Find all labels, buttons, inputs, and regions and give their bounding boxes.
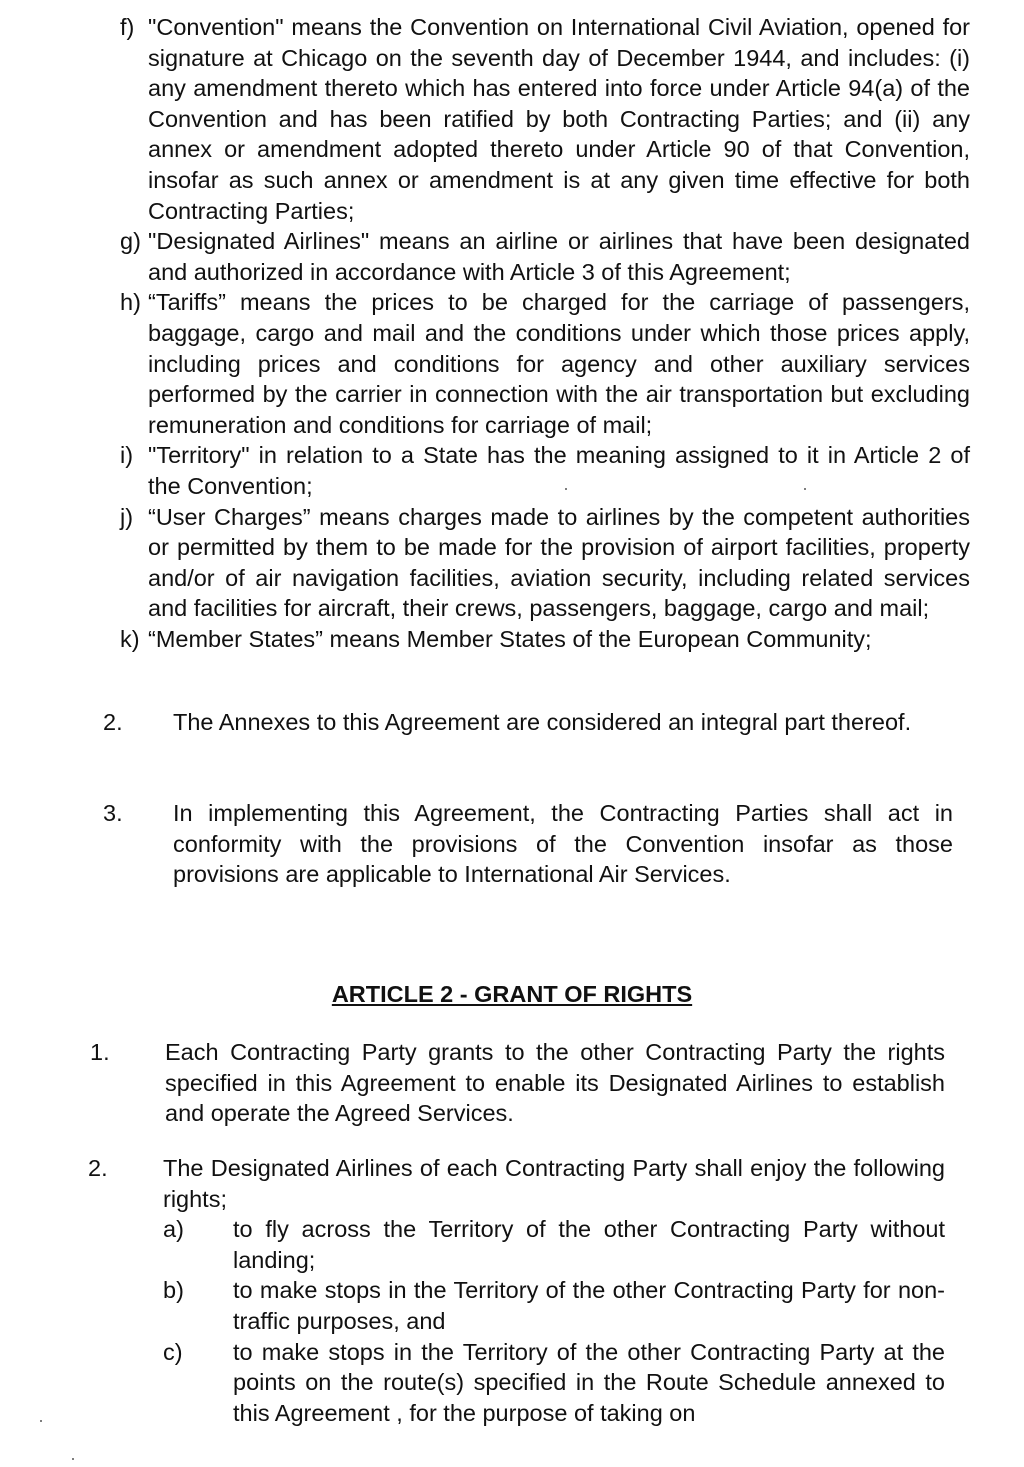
definition-label: g) <box>120 228 141 255</box>
definition-i <box>120 440 970 501</box>
definition-g <box>120 226 970 287</box>
article2-paragraph-1 <box>90 1037 945 1129</box>
right-item-c <box>163 1337 945 1429</box>
paragraph-number: 2. <box>88 1155 108 1181</box>
article2-heading: ARTICLE 2 - GRANT OF RIGHTS <box>331 981 693 1007</box>
rights-list <box>163 1214 945 1428</box>
scan-speck <box>565 488 567 490</box>
paragraph-text: The Annexes to this Agreement are considered an integral part thereof. <box>173 709 912 735</box>
right-label: b) <box>163 1277 184 1304</box>
definition-label: k) <box>120 625 140 652</box>
paragraph-number: 1. <box>90 1039 110 1065</box>
definitions-list <box>120 12 970 654</box>
paragraph-text: In implementing this Agreement, the Contracting Parties shall act in conformity with the provisions of the Convention insofar as those provisions are applicable to International Air Services. <box>173 800 953 888</box>
paragraph-body <box>163 1153 945 1428</box>
definition-label: i) <box>120 442 134 469</box>
paragraph-text: The Designated Airlines of each Contracting Party shall enjoy the following rights; <box>163 1155 945 1212</box>
definition-text: “Tariffs” means the prices to be charged for the carriage of passengers, baggage, cargo and mail and the conditions under which those prices apply, including prices and conditions for agency and other auxiliary services performed by the carrier in connection with the air transportation but excluding remuneration and conditions for carriage of mail; <box>148 289 970 438</box>
definition-text: "Territory" in relation to a State has the meaning assigned to it in Article 2 of the Convention; <box>148 442 970 499</box>
right-label: a) <box>163 1216 184 1243</box>
paragraph-text: Each Contracting Party grants to the other Contracting Party the rights specified in this Agreement to enable its Designated Airlines to establish and operate the Agreed Services. <box>165 1039 945 1127</box>
definition-text: "Designated Airlines" means an airline or airlines that have been designated and authorized in accordance with Article 3 of this Agreement; <box>148 228 970 285</box>
paragraph-number: 3. <box>103 800 123 826</box>
definition-text: “User Charges” means charges made to airlines by the competent authorities or permitted by them to be made for the provision of airport facilities, property and/or of air navigation facilities, aviation security, including related services and facilities for aircraft, their crews, passengers, baggage, cargo and mail; <box>148 503 970 622</box>
definition-k <box>120 624 970 655</box>
right-item-b <box>163 1275 945 1336</box>
right-text: to fly across the Territory of the other Contracting Party without landing; <box>233 1216 945 1273</box>
definition-j <box>120 502 970 624</box>
definition-label: f) <box>120 14 135 40</box>
scan-speck <box>40 1420 42 1422</box>
article2-paragraph-2 <box>88 1153 945 1428</box>
scan-speck <box>72 1458 74 1460</box>
article1-paragraph-3 <box>103 798 953 890</box>
definition-h <box>120 287 970 440</box>
definition-label: j) <box>120 503 134 530</box>
right-item-a <box>163 1214 945 1275</box>
scan-speck <box>804 488 806 490</box>
definition-label: h) <box>120 289 141 316</box>
right-text: to make stops in the Territory of the other Contracting Party for non-traffic purposes, and <box>233 1277 945 1334</box>
right-text: to make stops in the Territory of the other Contracting Party at the points on the route(s) specified in the Route Schedule annexed to this Agreement , for the purpose of taking on <box>233 1338 945 1426</box>
article1-paragraph-2 <box>103 707 953 738</box>
paragraph-number: 2. <box>103 709 123 735</box>
right-label: c) <box>163 1338 183 1365</box>
definition-text: “Member States” means Member States of the European Community; <box>148 625 872 652</box>
definition-text: "Convention" means the Convention on International Civil Aviation, opened for signature at Chicago on the seventh day of December 1944, and includes: (i) any amendment thereto which has entered into force under Article 94(a) of the Convention and has been ratified by both Contracting Parties; and (ii) any annex or amendment adopted thereto under Article 90 of that Convention, insofar as such annex or amendment is at any given time effective for both Contracting Parties; <box>148 14 970 224</box>
definition-f <box>120 12 970 226</box>
